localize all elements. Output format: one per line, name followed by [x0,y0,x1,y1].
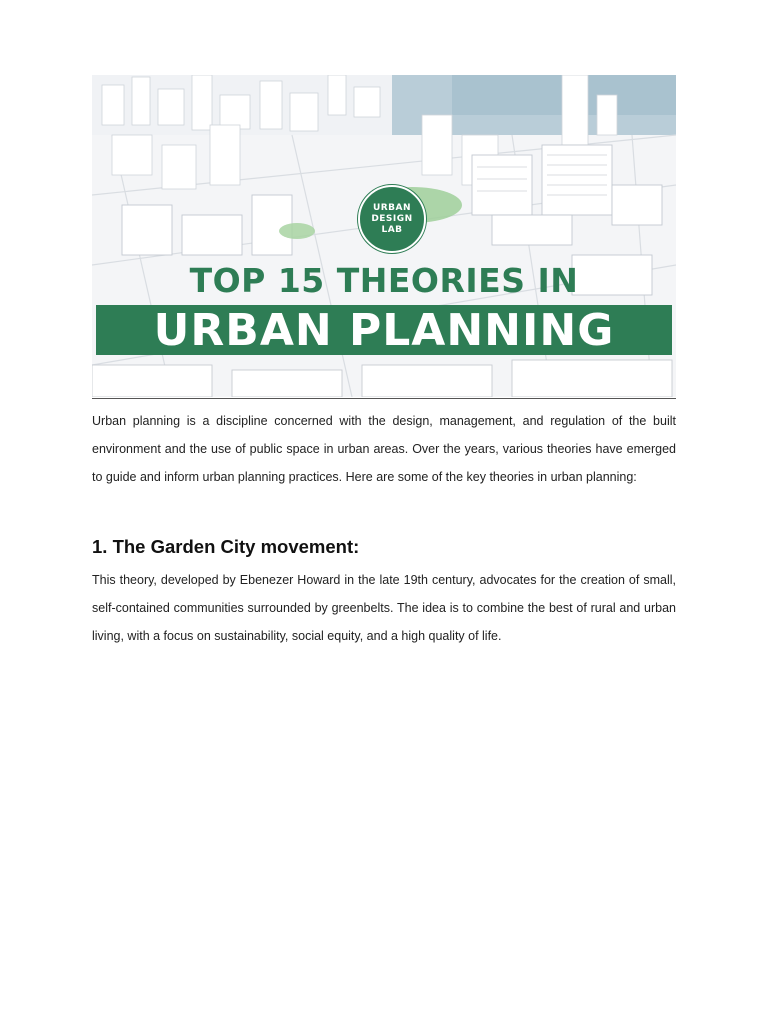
urban-design-lab-logo [358,185,426,253]
section-heading-1: 1. The Garden City movement: [92,536,360,557]
logo-line-3: LAB [381,224,403,235]
section-paragraph-1: This theory, developed by Ebenezer Howard in the late 19th century, advocates for the creation of small, self-contained communities surrounded by greenbelts. The idea is to combine the best of rural and urban living, with a focus on sustainability, social equity, and a high quality of life. [92,573,676,643]
image-divider [92,398,676,399]
logo-line-2: DESIGN [371,213,413,224]
hero-title-main: URBAN PLANNING [153,304,615,356]
logo-line-1: URBAN [372,202,412,213]
hero-title-band [96,305,672,355]
hero-image [92,75,676,397]
intro-paragraph: Urban planning is a discipline concerned with the design, management, and regulation of the built environment and the use of public space in urban areas. Over the years, various theories have emerged to guide and inform urban planning practices. Here are some of the key theories in urban planning: [92,414,676,484]
hero-title-top: TOP 15 THEORIES IN [189,261,579,300]
